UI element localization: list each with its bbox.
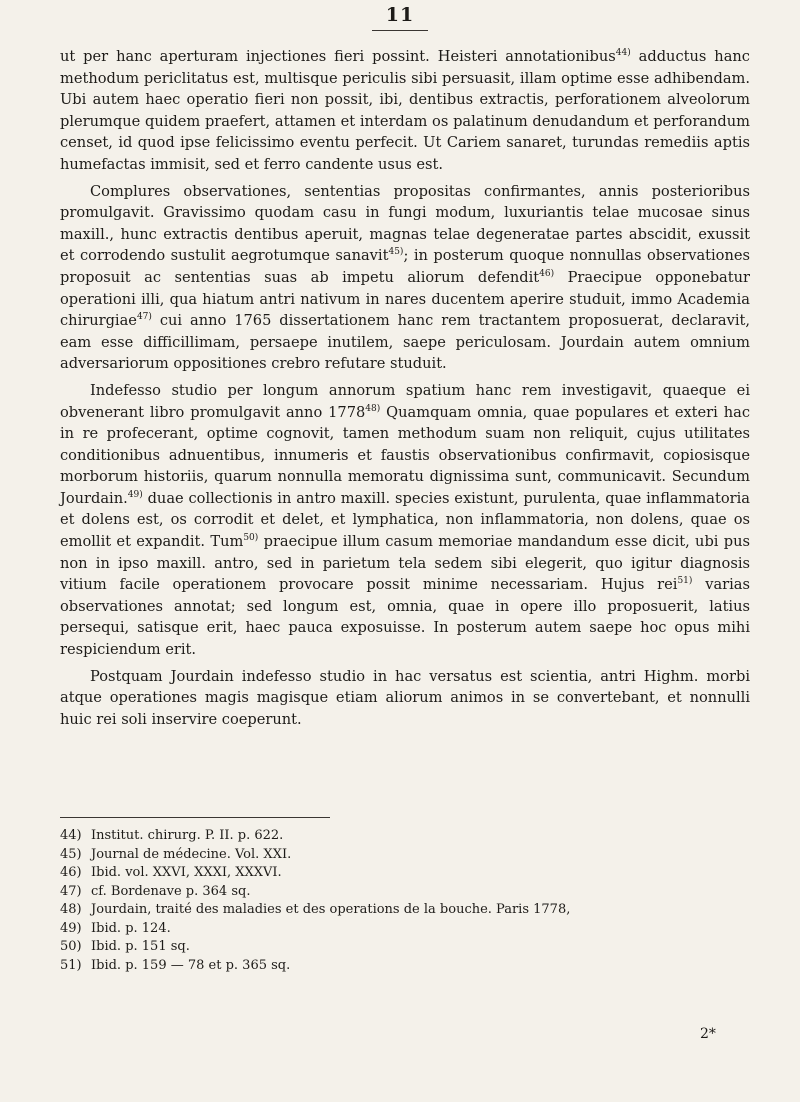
paragraph-text: ut per hanc aperturam injectiones fieri possint. Heisteri annotationibus: [60, 48, 616, 65]
paragraph-text: Complures observationes, sententias propositas confirmantes, annis posterioribus promulgavit. Gravissimo quodam casu in fungi modum, luxuriantis telae mucosae sinus maxill., hunc extractis dentibus aperuit, magnas telae degeneratae partes abscidit, exussit et corrodendo sustulit aegrotumque sanavit: [60, 182, 750, 265]
footnote: [60, 920, 750, 939]
footnotes: [60, 827, 750, 975]
footnote: [60, 901, 750, 920]
page-number: 11: [385, 4, 415, 26]
footnote-reference: 44): [615, 48, 631, 59]
paragraph-text: Indefesso studio per longum annorum spatium hanc rem investigavit, quaeque ei obvenerant libro promulgavit anno 1778: [60, 381, 750, 421]
body-paragraph: [60, 666, 750, 731]
body-paragraph: [60, 46, 750, 176]
footnote-reference: 48): [365, 403, 381, 414]
footnote-text: Ibid. p. 159 — 78 et p. 365 sq.: [91, 957, 291, 973]
footnote-number: 51): [60, 957, 82, 973]
footnote-reference: 45): [388, 247, 404, 258]
body-text: [60, 46, 750, 730]
footnote-text: Ibid. p. 124.: [91, 920, 171, 936]
paragraph-text: praecipue illum casum memoriae mandandum esse dicit, ubi pus non in ipso maxill. antro, sed in parietum tela sedem sibi elegerit, quo igitur diagnosis vitium facile operationem provocare possit minime necessariam. Hujus rei: [60, 533, 750, 594]
footnote-number: 46): [60, 865, 82, 880]
footnote: [60, 938, 750, 957]
footnote-text: Institut. chirurg. P. II. p. 622.: [91, 828, 284, 843]
body-paragraph: [60, 181, 750, 375]
footnote-text: cf. Bordenave p. 364 sq.: [91, 883, 251, 899]
footnote-number: 44): [60, 828, 82, 843]
paragraph-text: Praecipue opponebatur operationi illi, qua hiatum antri nativum in nares ducentem aperire studuit, immo Academia chirurgiae: [60, 268, 750, 330]
footnote-reference: 47): [136, 312, 152, 323]
paragraph-text: adductus hanc methodum periclitatus est, multisque periculis sibi persuasit, illam optime esse adhibendam. Ubi autem haec operatio fieri non possit, ibi, dentibus extractis, perforationem alveolorum plerumque quidem praefert, attamen et interdam os palatinum denudandum et perforandum censet, id quod ipse felicissimo eventu perfecit. Ut Cariem sanaret, turundas remediis aptis humefactas immisit, sed et ferro candente usus est.: [60, 48, 750, 173]
body-paragraph: [60, 380, 750, 661]
footnote-separator: [60, 817, 330, 818]
paragraph-text: Quamquam omnia, quae populares et exteri hac in re profecerant, optime cognovit, tamen methodum suam non reliquit, cujus utilitates conditionibus adnuentibus, innumeris et faustis observationibus confirmavit, copiosisque morborum historiis, quarum nonnulla memoratu dignissima sunt, communicavit. Secundum Jourdain.: [60, 403, 751, 507]
footnote-number: 45): [60, 846, 82, 862]
footnote-reference: 49): [127, 490, 143, 501]
footnote-text: Ibid. p. 151 sq.: [91, 939, 190, 954]
paragraph-text: duae collectionis in antro maxill. species existunt, purulenta, quae inflammatoria et dolens est, os corrodit et delet, et lymphatica, non inflammatoria, non dolens, quae os emollit et expandit. Tum: [60, 489, 750, 551]
footnote-reference: 50): [243, 533, 259, 544]
footnote-text: Ibid. vol. XXVI, XXXI, XXXVI.: [91, 865, 282, 880]
footnote-number: 49): [60, 920, 82, 936]
footnote: [60, 827, 750, 846]
paragraph-text: cui anno 1765 dissertationem hanc rem tractantem proposuerat, declaravit, eam esse difficillimam, persaepe inutilem, saepe periculosam. Jourdain autem omnium adversariorum oppositiones crebro refutare studuit.: [60, 312, 750, 373]
footnote: [60, 883, 750, 902]
paragraph-text: Postquam Jourdain indefesso studio in hac versatus est scientia, antri Highm. morbi atque operationes magis magisque etiam aliorum animos in se convertebant, et nonnulli huic rei soli inservire coeperunt.: [60, 667, 750, 728]
footnote: [60, 957, 750, 976]
footnote-number: 48): [60, 902, 82, 917]
footnote-text: Jourdain, traité des maladies et des operations de la bouche. Paris 1778,: [91, 902, 571, 917]
page-number-rule: [372, 30, 428, 31]
paragraph-text: ; in posterum quoque nonnullas observationes proposuit ac sententias suas ab impetu aliorum defendit: [60, 247, 750, 286]
footnote-number: 50): [60, 939, 82, 954]
footnote-number: 47): [60, 883, 82, 899]
footnote-reference: 51): [677, 576, 693, 587]
paragraph-text: varias observationes annotat; sed longum est, omnia, quae in opere illo proposuerit, latius persequi, satisque erit, haec pauca exposuisse. In posterum autem saepe hoc opus mihi respiciendum erit.: [60, 576, 751, 659]
footnote: [60, 846, 750, 865]
footnote-text: Journal de médecine. Vol. XXI.: [91, 846, 292, 862]
footnote: [60, 864, 750, 883]
footnote-reference: 46): [539, 269, 555, 280]
signature-mark: 2*: [700, 1026, 716, 1042]
